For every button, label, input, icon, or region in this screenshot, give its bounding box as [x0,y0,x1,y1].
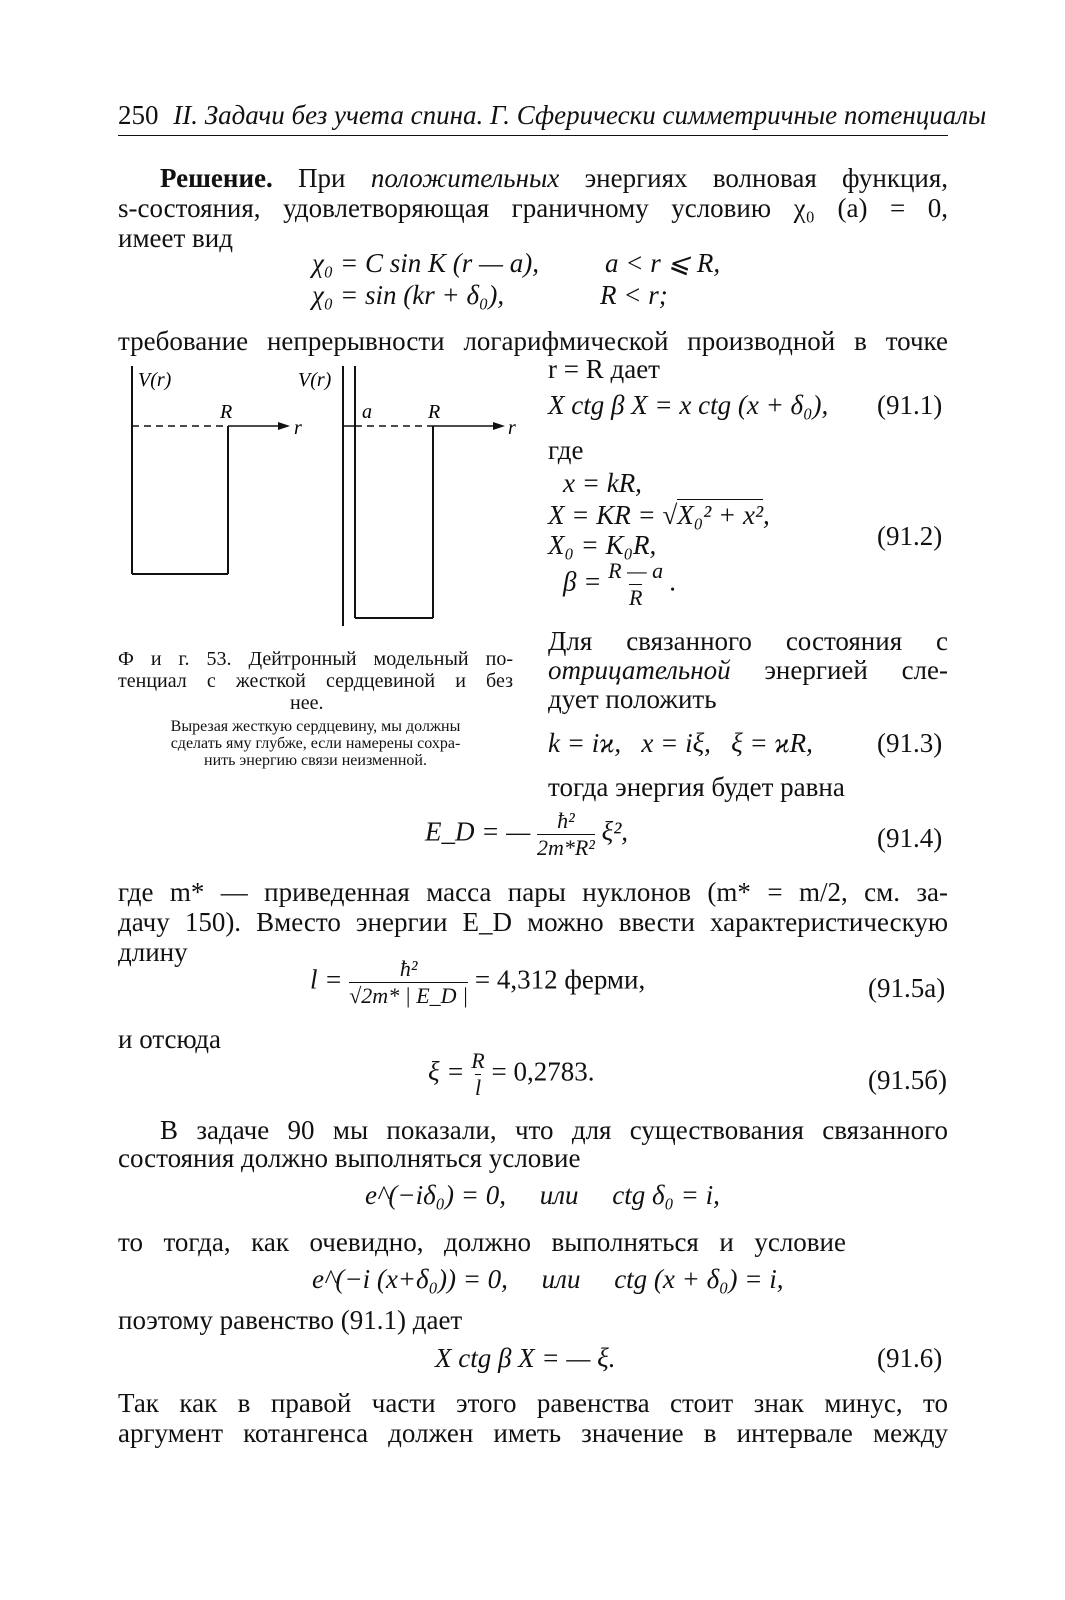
para3-line3: дует положить [548,684,717,714]
eq-91-5b-number: (91.5б) [868,1065,947,1095]
running-title: II. Задачи без учета спина. Г. Сферически симметричные потенциалы [173,100,987,130]
para1-line1: Решение. При положительных энергиях волновая функция, [160,163,949,193]
para3-line2: отрицательной энергией сле- [548,655,948,685]
eq-condition-2: e^(−i (x+δ₀)) = 0, или ctg (x + δ₀) = i, [312,1264,784,1294]
figure-note-line3: нить энергию связи неизменной. [204,752,427,769]
eq-91-2-b: X = KR = √X₀² + x², [548,500,770,530]
figure-caption-line2: тенциал с жесткой сердцевиной и без [118,670,513,692]
figure-note-line2: сделать яму глубже, если намерены сохра- [170,735,461,752]
para6-line2: состояния должно выполняться условие [118,1143,581,1173]
xi-fraction: $\frac{R}{l}$ [471,1048,485,1100]
eq-91-5a: l = $\frac{\text{ħ²}}{√2m* | E\_D |}$ = 4,312 ферми, [310,956,646,1008]
figure-caption-line3: нее. [290,692,324,714]
para6-line1: В задаче 90 мы показали, что для существования связанного [160,1115,948,1145]
where-label: где [548,435,584,465]
eq-91-4-number: (91.4) [877,823,943,853]
eq-91-2-d: β = $\frac{R — a}{R}$ . [563,558,677,610]
para2-line1: требование непрерывности логарифмической производной в точке [118,326,948,356]
header-rule [118,135,948,136]
para4: тогда энергия будет равна [548,772,845,802]
eq-chi-1: χ₀ = C sin K (r — a), [312,248,540,278]
eq-chi-1-cond: a < r ⩽ R, [605,248,721,278]
eq-91-1: X ctg β X = x ctg (x + δ₀), [548,390,829,420]
left-marker-R: R [220,401,233,423]
right-arrow-head [493,422,505,430]
energy-fraction: $\frac{\text{ħ²}}{\text{2m*R²}}$ [536,808,595,860]
page-number: 250 [118,100,159,130]
solution-label: Решение. [160,163,273,193]
sqrt-sign: √ [662,500,678,530]
right-ylabel: V(r) [298,369,332,391]
para9-line1: Так как в правой части этого равенства стоит знак минус, то [118,1388,948,1418]
and-hence: и отсюда [118,1024,221,1054]
para1-line3: имеет вид [118,223,233,253]
left-ylabel: V(r) [138,369,172,391]
eq-91-1-number: (91.1) [877,390,943,420]
para9-line2: аргумент котангенса должен иметь значение в интервале между [118,1418,948,1448]
eq-91-6: X ctg β X = — ξ. [435,1343,616,1373]
right-marker-a: a [362,401,372,423]
eq-91-5a-number: (91.5а) [868,973,946,1003]
eq-chi-2-cond: R < r; [600,280,668,310]
para7: то тогда, как очевидно, должно выполняться и условие [118,1227,846,1257]
figure-note-line1: Вырезая жесткую сердцевину, мы должны [170,718,461,735]
page-header [118,100,986,130]
beta-fraction: $\frac{R — a}{R}$ [608,558,664,610]
eq-91-2-number: (91.2) [877,521,943,551]
eq-chi-2: χ₀ = sin (kr + δ₀), [312,280,505,310]
para5-line2: дачу 150). Вместо энергии E_D можно ввести характеристическую [118,907,948,937]
eq-91-4: E_D = — $\frac{\text{ħ²}}{\text{2m*R²}}$ ξ², [425,808,629,860]
para1-line2: s-состояния, удовлетворяющая граничному условию χ₀ (a) = 0, [118,193,948,223]
figure-potential-wells [118,362,528,628]
eq-91-6-number: (91.6) [877,1343,943,1373]
eq-condition-1: e^(−iδ₀) = 0, или ctg δ₀ = i, [365,1180,720,1210]
eq-91-2-a: x = kR, [563,468,642,498]
eq-91-3-number: (91.3) [877,728,943,758]
eq-91-5b: ξ = $\frac{R}{l}$ = 0,2783. [428,1048,595,1100]
eq-91-3: k = iϰ, x = iξ, ξ = ϰR, [548,728,813,758]
length-fraction: $\frac{\text{ħ²}}{√2m* | E\_D |}$ [349,956,469,1008]
right-marker-R: R [428,401,441,423]
para5-line1: где m* — приведенная масса пары нуклонов (m* = m/2, см. за- [118,877,948,907]
left-arrow-head [278,422,290,430]
eq-91-2-c: X₀ = K₀R, [548,530,657,560]
para3-line1: Для связанного состояния с [548,626,948,656]
para8: поэтому равенство (91.1) дает [118,1305,463,1335]
figure-caption-line1: Ф и г. 53. Дейтронный модельный по- [118,648,513,670]
right-xlabel: r [508,417,516,439]
para5-line3: длину [118,937,188,967]
left-xlabel: r [294,417,302,439]
para2-line2: r = R дает [548,354,660,384]
